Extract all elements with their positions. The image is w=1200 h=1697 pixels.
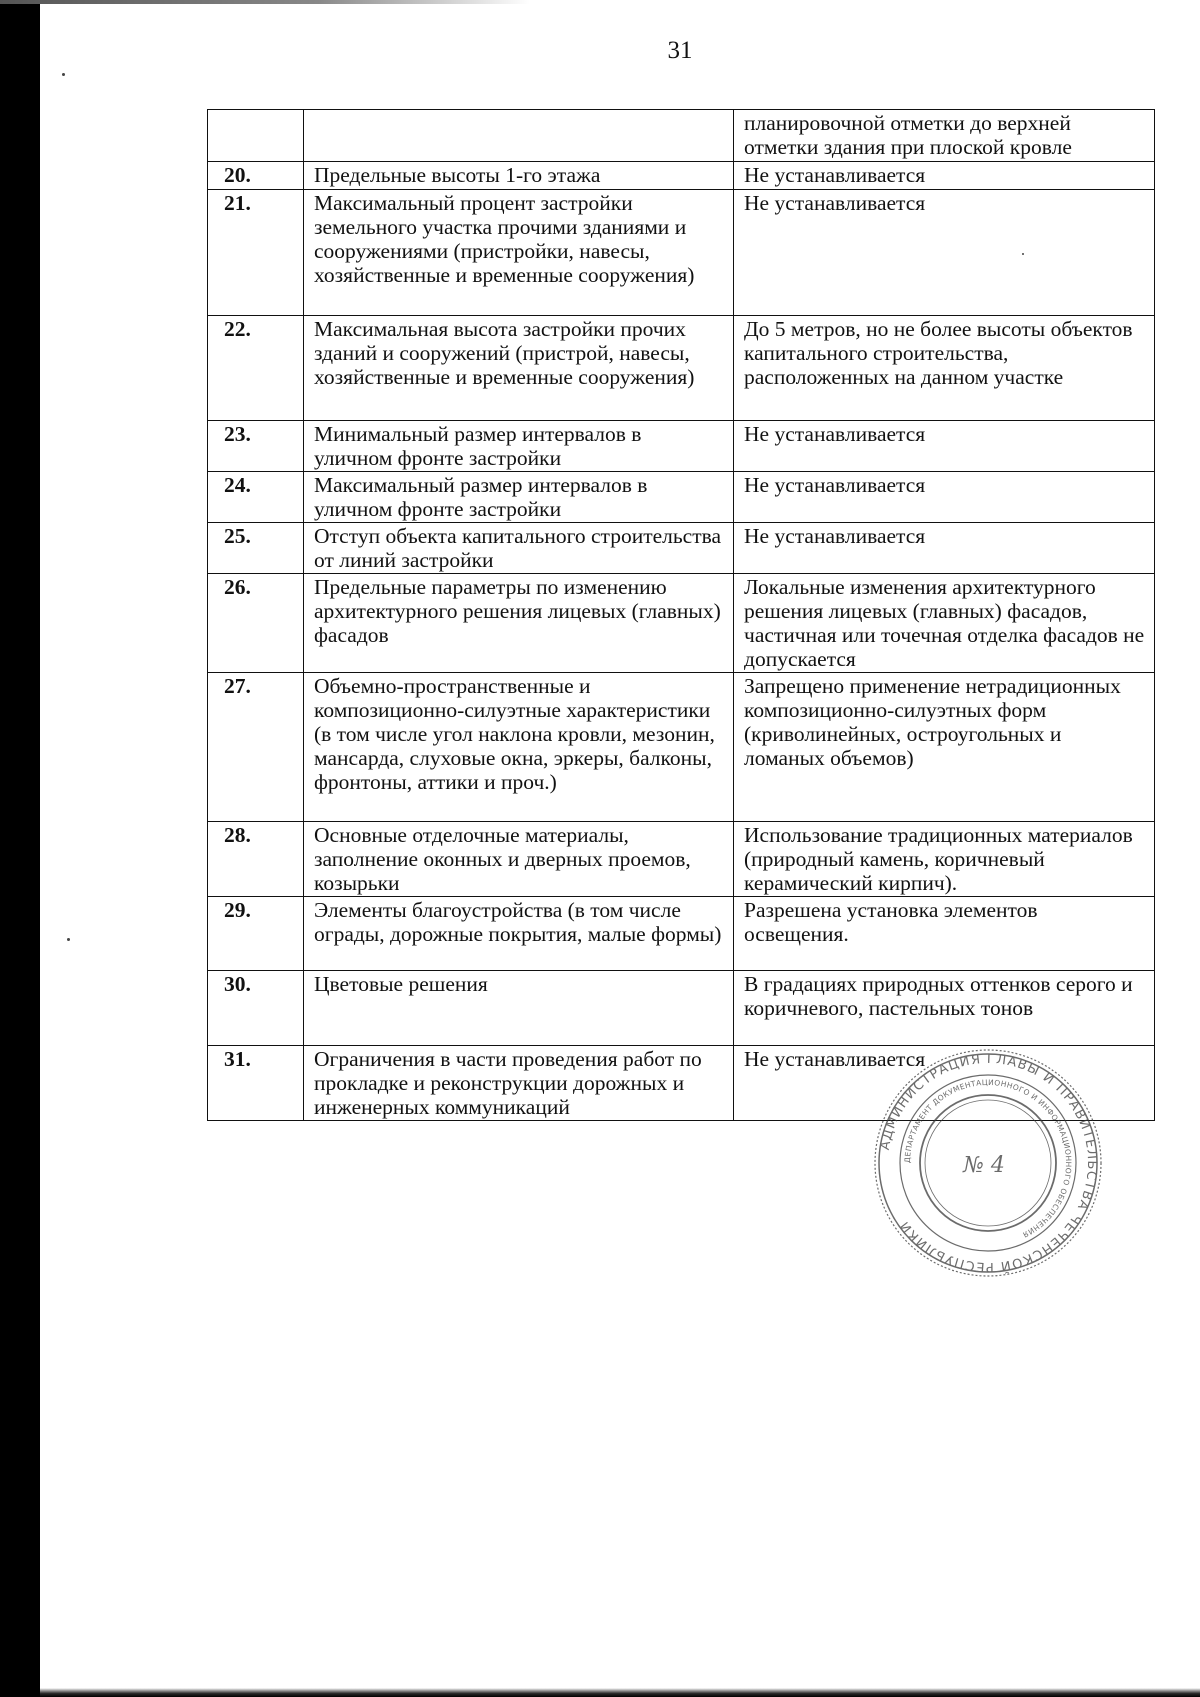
scan-edge-left (0, 0, 40, 1697)
parameter-name: Цветовые решения (304, 971, 734, 1046)
parameter-name: Элементы благоустройства (в том числе ограды, дорожные покрытия, малые формы) (304, 897, 734, 971)
row-number: 22. (208, 316, 304, 421)
seal-center-text: № 4 (963, 1153, 1005, 1178)
parameter-value: В градациях природных оттенков серого и коричневого, пастельных тонов (734, 971, 1155, 1046)
table-row (208, 190, 1155, 316)
row-number: 27. (208, 673, 304, 822)
parameter-name: Ограничения в части проведения работ по прокладке и реконструкции дорожных и инженерных коммуникаций (304, 1046, 734, 1121)
table-row (208, 472, 1155, 523)
parameter-value: Использование традиционных материалов (природный камень, коричневый керамический кирпич). (734, 822, 1155, 897)
table-row (208, 421, 1155, 472)
parameter-value: Не устанавливается (734, 1046, 1155, 1121)
seal-outer-text: АДМИНИСТРАЦИЯ ГЛАВЫ И ПРАВИТЕЛЬСТВА ЧЕЧЕНСКОЙ РЕСПУБЛИКИ (877, 1051, 1100, 1275)
parameter-name: Максимальный размер интервалов в уличном фронте застройки (304, 472, 734, 523)
row-number: 31. (208, 1046, 304, 1121)
table-row (208, 971, 1155, 1046)
parameter-name: Объемно-пространственные и композиционно-силуэтные характеристики (в том числе угол наклона кровли, мезонин, мансарда, слуховые окна, эркеры, балконы, фронтоны, аттики и проч.) (304, 673, 734, 822)
parameter-value: планировочной отметки до верхней отметки здания при плоской кровле (734, 110, 1155, 162)
row-number (208, 110, 304, 162)
table-row (208, 162, 1155, 190)
row-number: 24. (208, 472, 304, 523)
seal-inner-text: ДЕПАРТАМЕНТ ДОКУМЕНТАЦИОННОГО И ИНФОРМАЦИОННОГО ОБЕСПЕЧЕНИЯ (902, 1077, 1074, 1240)
row-number: 21. (208, 190, 304, 316)
table-row (208, 673, 1155, 822)
row-number: 26. (208, 574, 304, 673)
table-row (208, 316, 1155, 421)
row-number: 25. (208, 523, 304, 574)
parameter-name: Минимальный размер интервалов в уличном фронте застройки (304, 421, 734, 472)
scan-edge-bottom (40, 1688, 1200, 1697)
parameter-value: Запрещено применение нетрадиционных композиционно-силуэтных форм (криволинейных, остроугольных и ломаных объемов) (734, 673, 1155, 822)
table-row (208, 574, 1155, 673)
parameter-value: Не устанавливается (734, 421, 1155, 472)
parameters-table (207, 109, 1155, 1121)
table-row (208, 110, 1155, 162)
row-number: 20. (208, 162, 304, 190)
parameter-name: Предельные высоты 1-го этажа (304, 162, 734, 190)
parameter-value: Не устанавливается (734, 162, 1155, 190)
parameter-value: Локальные изменения архитектурного решения лицевых (главных) фасадов, частичная или точечная отделка фасадов не допускается (734, 574, 1155, 673)
parameter-name: Максимальный процент застройки земельного участка прочими зданиями и сооружениями (пристройки, навесы, хозяйственные и временные сооружения) (304, 190, 734, 316)
row-number: 28. (208, 822, 304, 897)
parameter-name: Основные отделочные материалы, заполнение оконных и дверных проемов, козырьки (304, 822, 734, 897)
parameter-name: Максимальная высота застройки прочих зданий и сооружений (пристрой, навесы, хозяйственные и временные сооружения) (304, 316, 734, 421)
parameter-value: Не устанавливается (734, 472, 1155, 523)
parameter-name (304, 110, 734, 162)
scan-top-line (0, 0, 530, 4)
table-row (208, 523, 1155, 574)
parameter-name: Предельные параметры по изменению архитектурного решения лицевых (главных) фасадов (304, 574, 734, 673)
row-number: 29. (208, 897, 304, 971)
row-number: 30. (208, 971, 304, 1046)
parameter-value: Разрешена установка элементов освещения. (734, 897, 1155, 971)
scan-speck (62, 73, 65, 76)
parameter-value: Не устанавливается (734, 523, 1155, 574)
parameter-name: Отступ объекта капитального строительства от линий застройки (304, 523, 734, 574)
official-seal (870, 1048, 1106, 1278)
scan-speck (67, 938, 70, 941)
page-number: 31 (667, 37, 693, 64)
table-row (208, 822, 1155, 897)
row-number: 23. (208, 421, 304, 472)
parameter-value: Не устанавливается (734, 190, 1155, 316)
table-row (208, 897, 1155, 971)
parameter-value: До 5 метров, но не более высоты объектов капитального строительства, расположенных на данном участке (734, 316, 1155, 421)
